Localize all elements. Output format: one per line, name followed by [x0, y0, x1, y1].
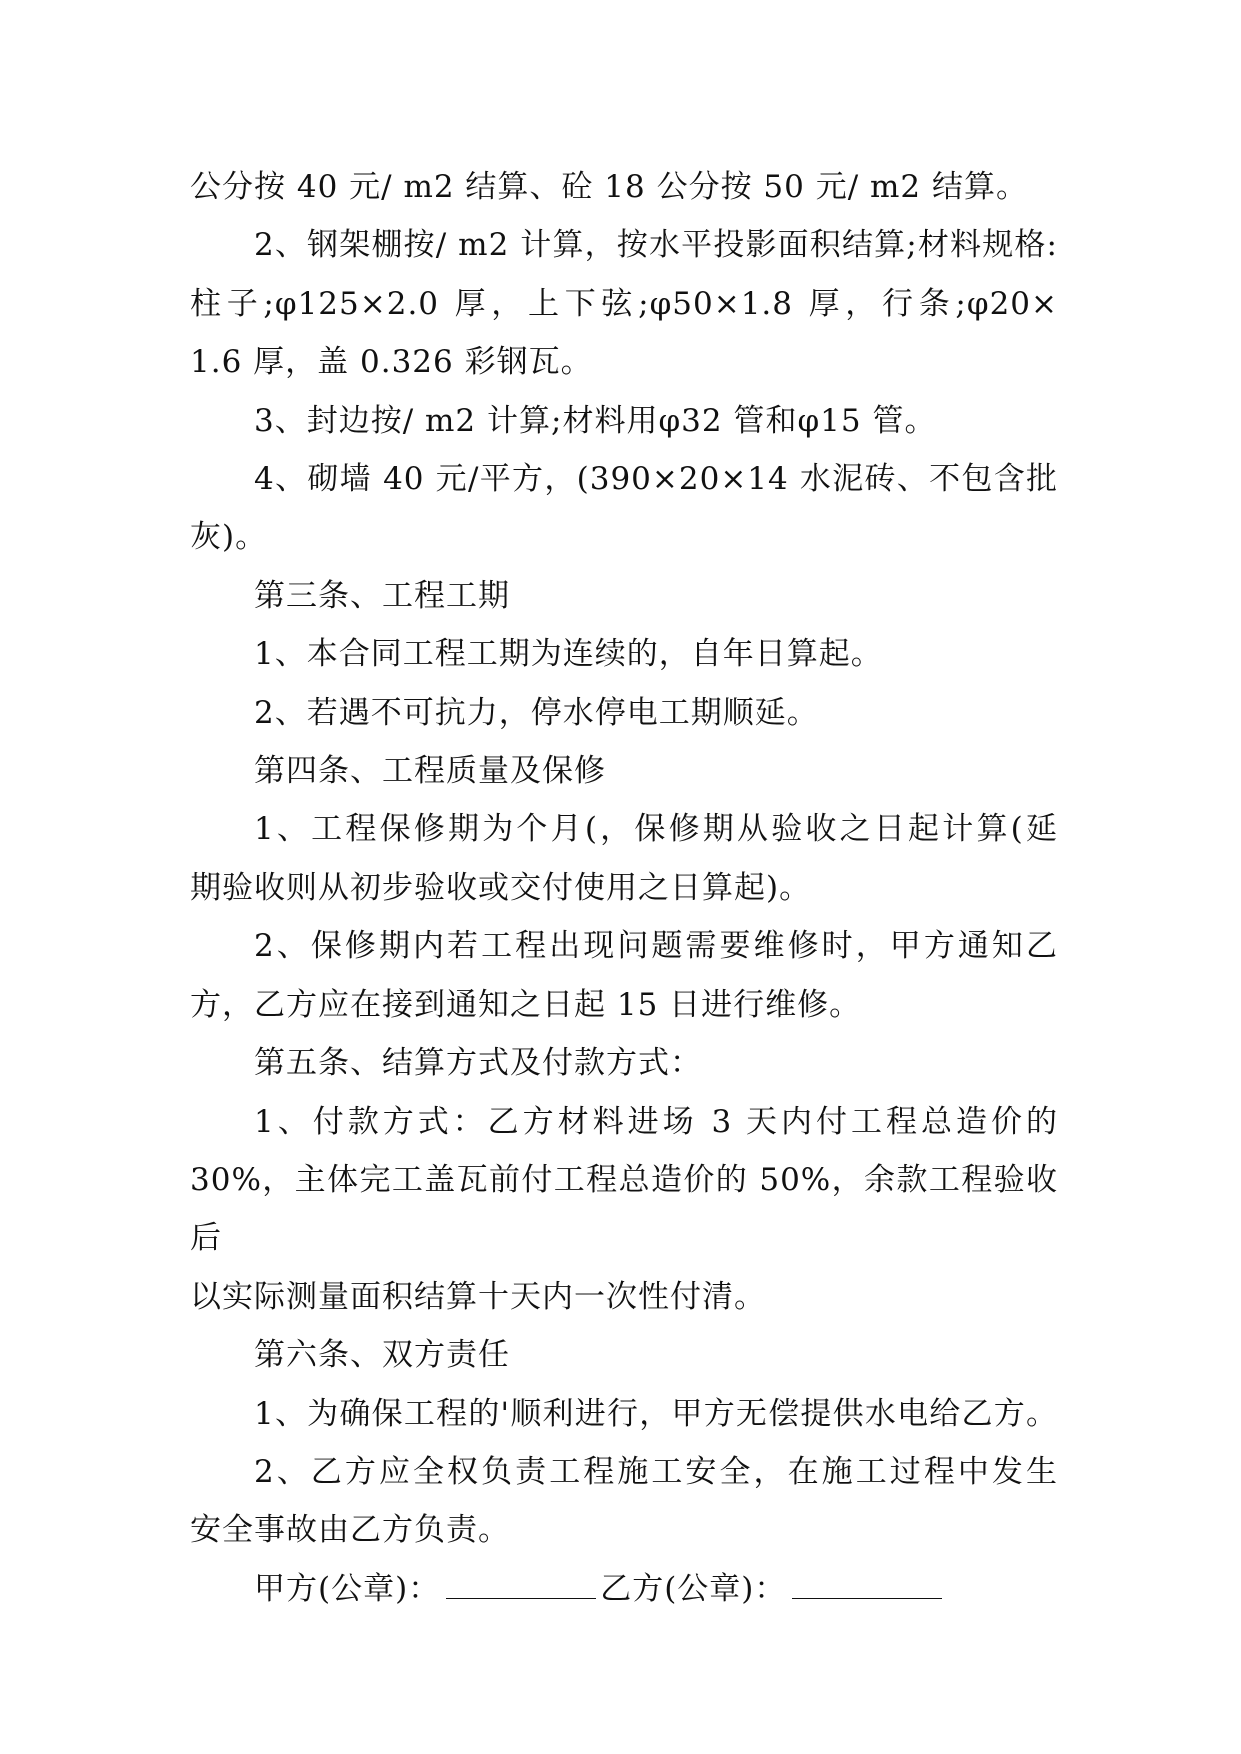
clause-construction-period: 1、本合同工程工期为连续的，自年日算起。: [254, 636, 883, 673]
text-line: 方，乙方应在接到通知之日起 15 日进行维修。: [190, 986, 862, 1023]
text-line: 柱子;φ125×2.0 厚，上下弦;φ50×1.8 厚，行条;φ20×: [190, 285, 1058, 322]
text-line: 期验收则从初步验收或交付使用之日算起)。: [190, 869, 812, 906]
text-line: 1.6 厚，盖 0.326 彩钢瓦。: [190, 344, 593, 381]
text-line: 以实际测量面积结算十天内一次性付清。: [190, 1278, 766, 1315]
clause-4-wall: 4、砌墙 40 元/平方，(390×20×14 水泥砖、不包含批: [254, 461, 1058, 498]
clause-3-edging: 3、封边按/ m2 计算;材料用φ32 管和φ15 管。: [254, 402, 937, 439]
text-line: 30%，主体完工盖瓦前付工程总造价的 50%，余款工程验收后: [190, 1161, 1058, 1257]
signature-row: [190, 1560, 1058, 1618]
clause-utilities: 1、为确保工程的'顺利进行，甲方无偿提供水电给乙方。: [254, 1395, 1058, 1432]
clause-repairs: 2、保修期内若工程出现问题需要维修时，甲方通知乙: [254, 928, 1058, 965]
text-line: 公分按 40 元/ m2 结算、砼 18 公分按 50 元/ m2 结算。: [190, 169, 1029, 205]
document-body: [190, 158, 1058, 1618]
clause-force-majeure: 2、若遇不可抗力，停水停电工期顺延。: [254, 694, 819, 731]
section-heading-article-4: 第四条、工程质量及保修: [254, 753, 606, 790]
text-line: 灰)。: [190, 519, 268, 556]
section-heading-article-3: 第三条、工程工期: [254, 577, 510, 614]
text-line: 安全事故由乙方负责。: [190, 1512, 510, 1549]
section-heading-article-6: 第六条、双方责任: [254, 1337, 510, 1374]
clause-warranty-period: 1、工程保修期为个月(，保修期从验收之日起计算(延: [254, 811, 1058, 848]
party-a-signature-blank: [446, 1572, 596, 1599]
clause-2-steel-shed: 2、钢架棚按/ m2 计算，按水平投影面积结算;材料规格:: [254, 227, 1058, 264]
section-heading-article-5: 第五条、结算方式及付款方式：: [254, 1045, 702, 1082]
clause-payment: 1、付款方式：乙方材料进场 3 天内付工程总造价的: [254, 1103, 1058, 1140]
clause-safety: 2、乙方应全权负责工程施工安全，在施工过程中发生: [254, 1453, 1058, 1490]
party-b-signature-blank: [792, 1572, 942, 1599]
party-b-label: 乙方(公章)：: [600, 1570, 787, 1607]
party-a-label: 甲方(公章)：: [254, 1570, 441, 1607]
